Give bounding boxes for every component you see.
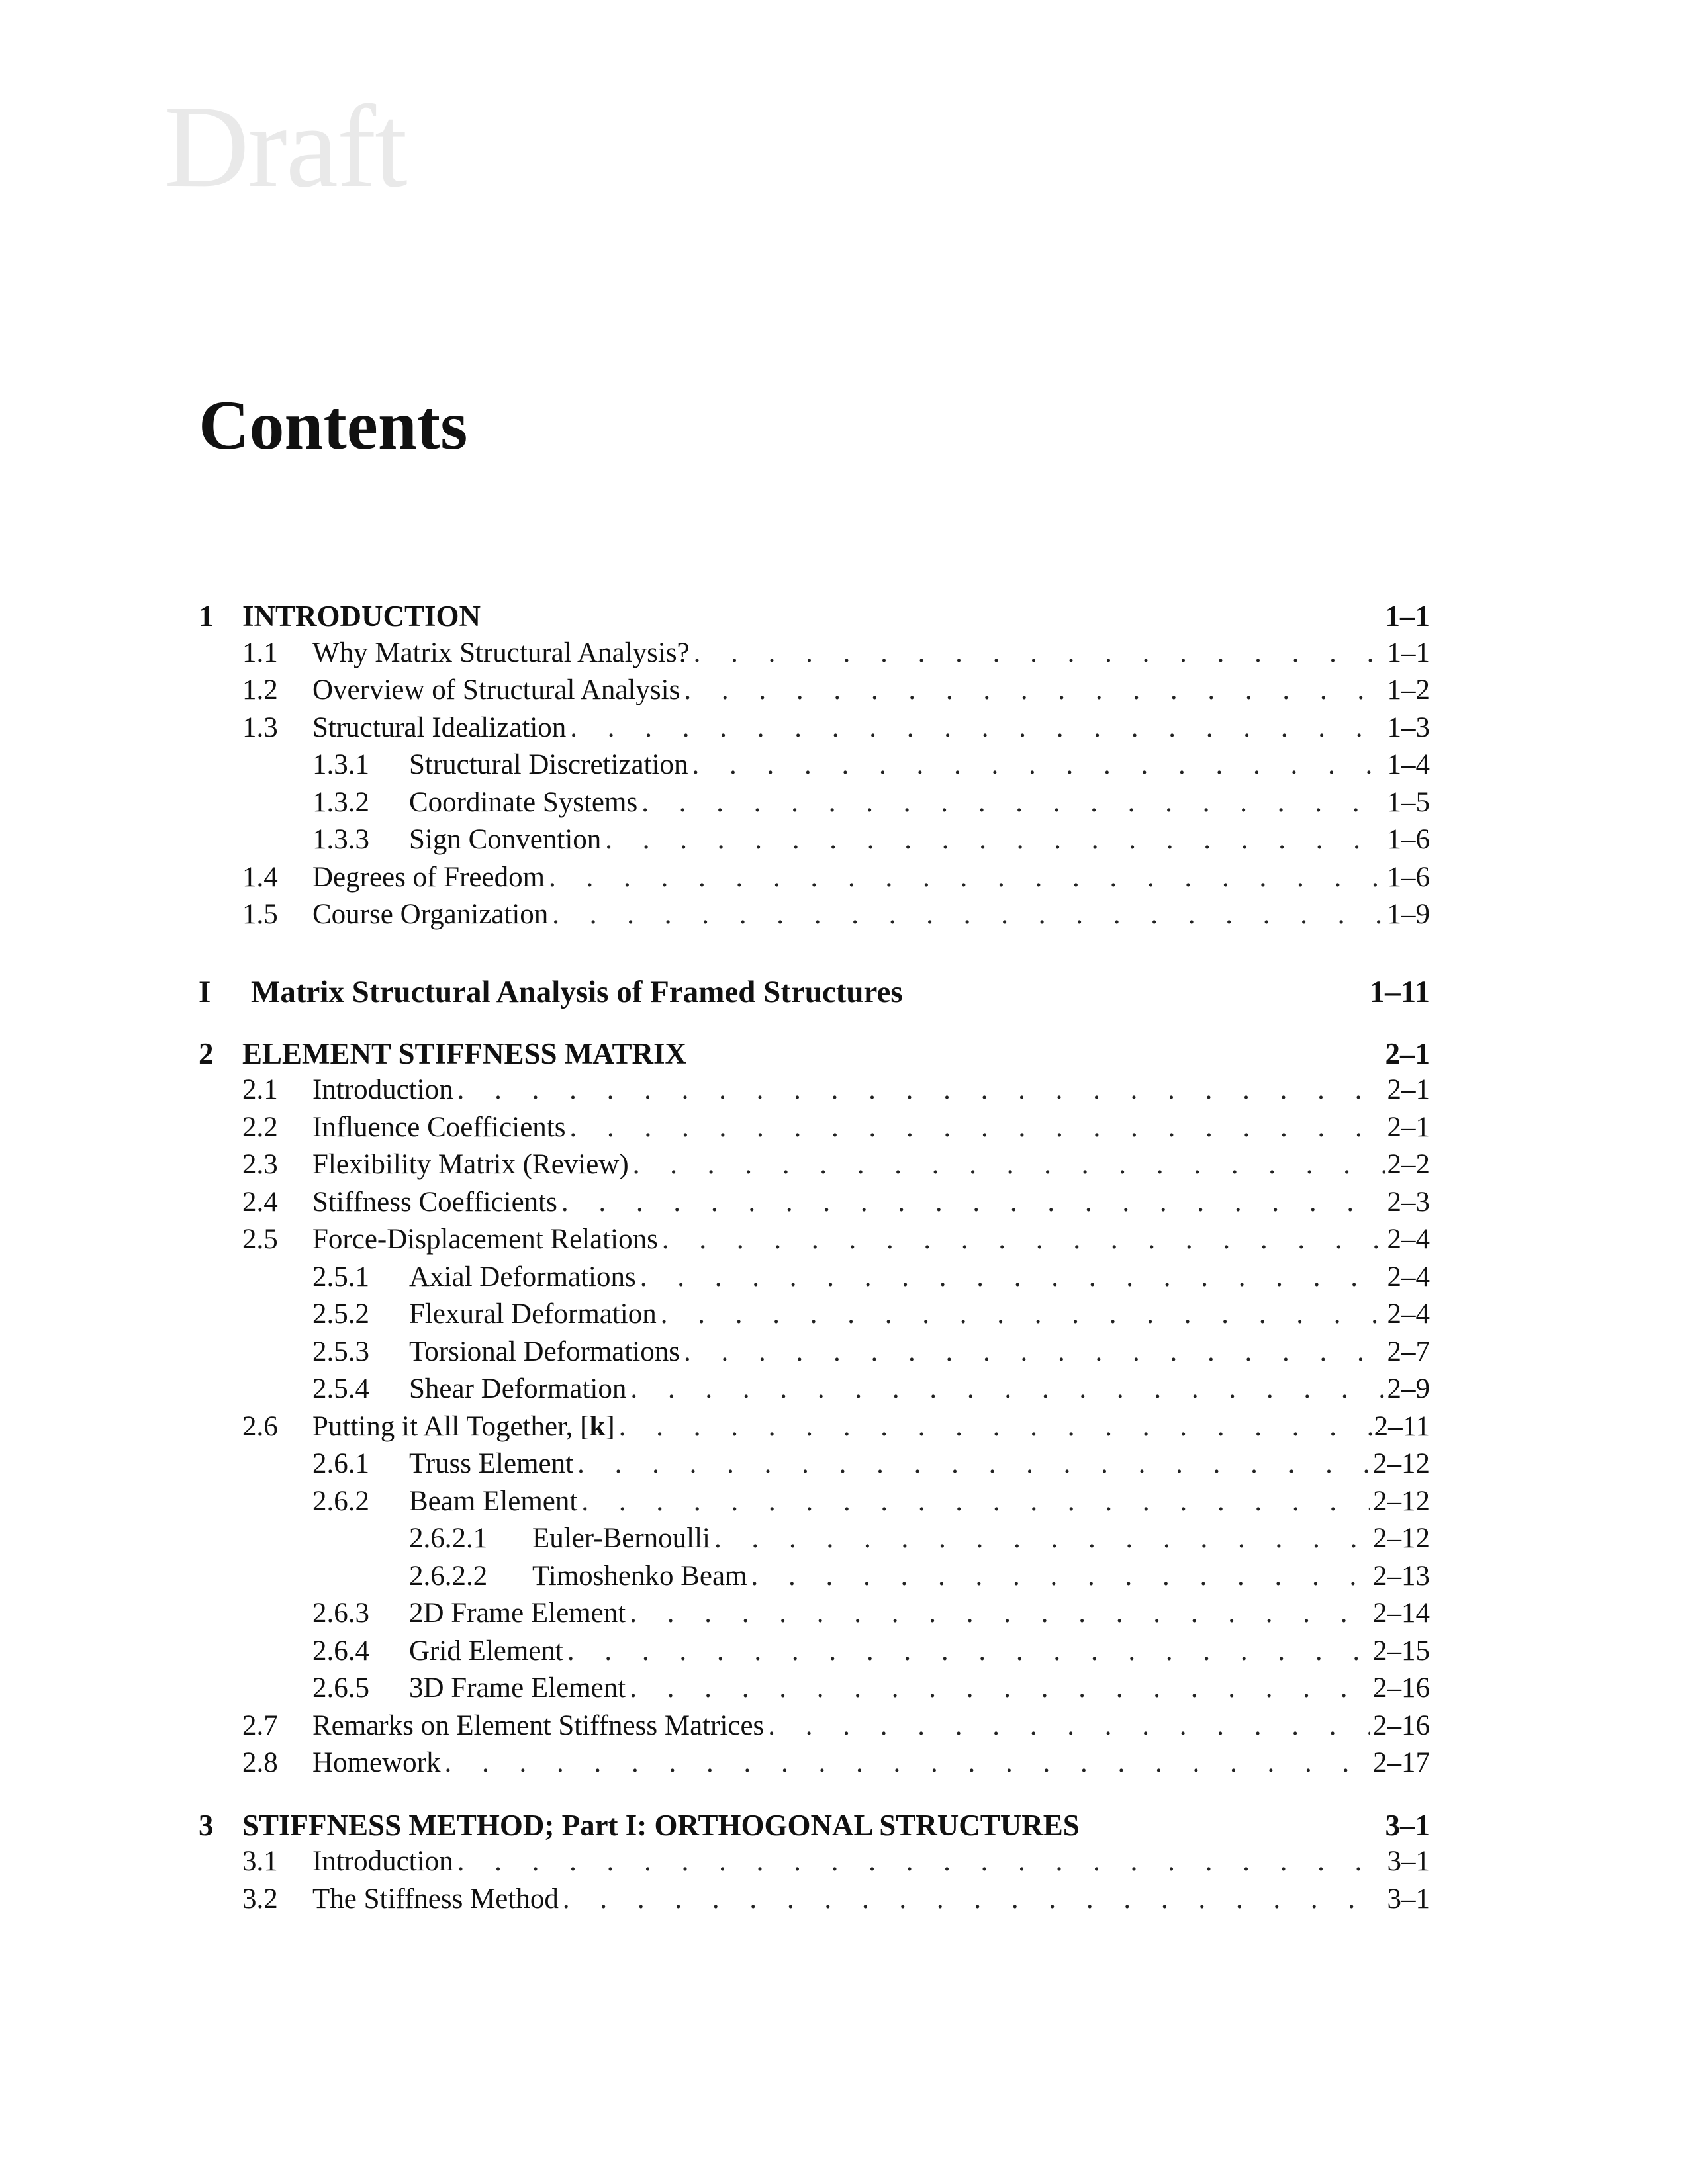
toc-page: 2–4 xyxy=(1387,1224,1430,1255)
page-title: Contents xyxy=(199,387,468,464)
toc-title: Introduction xyxy=(312,1846,453,1877)
toc-title: 3D Frame Element xyxy=(409,1672,626,1704)
toc-number: 1.3.2 xyxy=(312,786,369,818)
draft-watermark: Draft xyxy=(164,81,406,212)
toc-leader-dots xyxy=(662,1223,1385,1255)
toc-number: 1.5 xyxy=(242,899,278,930)
toc-title: Force-Displacement Relations xyxy=(312,1224,658,1255)
toc-title: Flexural Deformation xyxy=(409,1298,657,1330)
toc-subsection-1-3-1[interactable] xyxy=(199,749,1430,786)
toc-subsubsection-2-6-2-2[interactable] xyxy=(199,1560,1430,1598)
toc-title: Stiffness Coefficients xyxy=(312,1186,557,1218)
toc-section-1-5[interactable] xyxy=(199,898,1430,936)
toc-number: 1.3.1 xyxy=(312,749,369,780)
toc-subsection-2-6-1[interactable] xyxy=(199,1447,1430,1485)
toc-section-1-3[interactable] xyxy=(199,711,1430,749)
toc-leader-dots xyxy=(605,823,1384,856)
toc-page: 1–3 xyxy=(1387,711,1430,743)
toc-subsection-2-6-3[interactable] xyxy=(199,1597,1430,1635)
toc-leader-dots xyxy=(640,1261,1385,1293)
toc-title: Degrees of Freedom xyxy=(312,861,545,893)
toc-page: 1–6 xyxy=(1387,861,1430,893)
toc-number: 2 xyxy=(199,1036,214,1070)
toc-title: STIFFNESS METHOD; Part I: ORTHOGONAL STRUCTURES xyxy=(242,1808,1080,1842)
toc-page: 1–9 xyxy=(1387,899,1430,930)
toc-section-2-4[interactable] xyxy=(199,1186,1430,1224)
toc-title: Truss Element xyxy=(409,1448,574,1479)
toc-subsection-2-6-5[interactable] xyxy=(199,1672,1430,1709)
toc-leader-dots xyxy=(630,1672,1370,1704)
toc-section-1-2[interactable] xyxy=(199,674,1430,711)
toc-page: 2–14 xyxy=(1373,1598,1430,1629)
toc-page: 2–4 xyxy=(1387,1261,1430,1293)
toc-leader-dots xyxy=(619,1410,1372,1443)
toc-number: 2.6.2.1 xyxy=(409,1523,488,1554)
toc-number: 2.6.2 xyxy=(312,1485,369,1517)
toc-number: 1.3 xyxy=(242,711,278,743)
toc-title: Sign Convention xyxy=(409,824,602,855)
toc-number: 2.5.2 xyxy=(312,1298,369,1330)
toc-number: 3 xyxy=(199,1808,214,1842)
toc-number: 2.5.1 xyxy=(312,1261,369,1293)
toc-title: Beam Element xyxy=(409,1485,578,1517)
toc-leader-dots xyxy=(552,898,1384,931)
toc-title: Remarks on Element Stiffness Matrices xyxy=(312,1709,765,1741)
toc-subsection-2-5-4[interactable] xyxy=(199,1373,1430,1410)
toc-title: INTRODUCTION xyxy=(242,600,481,633)
toc-page: 2–17 xyxy=(1373,1747,1430,1778)
toc-section-2-3[interactable] xyxy=(199,1148,1430,1186)
toc-chapter-1[interactable] xyxy=(199,599,1430,637)
toc-leader-dots xyxy=(630,1597,1370,1629)
toc-title: Coordinate Systems xyxy=(409,786,638,818)
toc-leader-dots xyxy=(692,749,1385,781)
toc-page: 2–11 xyxy=(1374,1410,1430,1442)
toc-title: Course Organization xyxy=(312,899,549,930)
toc-section-2-7[interactable] xyxy=(199,1709,1430,1747)
toc-section-1-1[interactable] xyxy=(199,637,1430,674)
toc-title-bold: k xyxy=(589,1410,606,1442)
toc-number: 1.3.3 xyxy=(312,824,369,855)
toc-number: 2.4 xyxy=(242,1186,278,1218)
toc-page: 2–12 xyxy=(1373,1485,1430,1517)
toc-page: 2–1 xyxy=(1387,1111,1430,1143)
toc-number: 1.4 xyxy=(242,861,278,893)
toc-section-1-4[interactable] xyxy=(199,861,1430,899)
toc-chapter-2[interactable] xyxy=(199,1036,1430,1074)
toc-leader-dots xyxy=(569,1111,1384,1144)
toc-title: Euler-Bernoulli xyxy=(532,1523,711,1554)
toc-leader-dots xyxy=(641,786,1384,819)
toc-page: 1–11 xyxy=(1369,974,1430,1009)
toc-number: 2.8 xyxy=(242,1747,278,1778)
toc-page: 1–6 xyxy=(1387,824,1430,855)
toc-section-2-2[interactable] xyxy=(199,1111,1430,1149)
toc-leader-dots xyxy=(577,1447,1370,1480)
toc-title: Matrix Structural Analysis of Framed Structures xyxy=(251,974,903,1009)
toc-title: Influence Coefficients xyxy=(312,1111,566,1143)
toc-subsection-2-5-1[interactable] xyxy=(199,1261,1430,1298)
toc-page: 2–12 xyxy=(1373,1523,1430,1554)
toc-page: 1–1 xyxy=(1385,600,1430,633)
toc-number: 2.1 xyxy=(242,1074,278,1105)
toc-subsection-1-3-2[interactable] xyxy=(199,786,1430,824)
toc-number: I xyxy=(199,974,211,1009)
toc-number: 3.1 xyxy=(242,1846,278,1877)
toc-page: 1–2 xyxy=(1387,674,1430,705)
toc-page: 2–3 xyxy=(1387,1186,1430,1218)
toc-number: 2.5.3 xyxy=(312,1336,369,1367)
toc-leader-dots xyxy=(751,1560,1370,1592)
toc-section-2-1[interactable] xyxy=(199,1073,1430,1111)
toc-number: 2.3 xyxy=(242,1149,278,1180)
toc-title: Timoshenko Beam xyxy=(532,1560,747,1592)
toc-number: 2.5.4 xyxy=(312,1373,369,1404)
toc-number: 2.6.4 xyxy=(312,1635,369,1666)
toc-leader-dots xyxy=(684,1336,1385,1368)
toc-leader-dots xyxy=(457,1073,1385,1106)
toc-title: Overview of Structural Analysis xyxy=(312,674,680,705)
toc-subsection-2-6-4[interactable] xyxy=(199,1635,1430,1672)
toc-page: 2–9 xyxy=(1387,1373,1430,1404)
toc-title: Homework xyxy=(312,1747,441,1778)
toc-section-2-6[interactable] xyxy=(199,1410,1430,1448)
toc-number: 2.6 xyxy=(242,1410,278,1442)
toc-leader-dots xyxy=(570,711,1384,744)
toc-page: 2–13 xyxy=(1373,1560,1430,1592)
toc-page: 2–15 xyxy=(1373,1635,1430,1666)
toc-page: 2–4 xyxy=(1387,1298,1430,1330)
toc-title: 2D Frame Element xyxy=(409,1598,626,1629)
toc-subsubsection-2-6-2-1[interactable] xyxy=(199,1522,1430,1560)
toc-page: 2–16 xyxy=(1373,1672,1430,1704)
toc-leader-dots xyxy=(633,1148,1385,1181)
toc-page: 1–5 xyxy=(1387,786,1430,818)
toc-number: 2.2 xyxy=(242,1111,278,1143)
toc-section-2-5[interactable] xyxy=(199,1223,1430,1261)
toc-leader-dots xyxy=(714,1522,1370,1555)
toc-leader-dots xyxy=(661,1298,1385,1330)
toc-title: Shear Deformation xyxy=(409,1373,627,1404)
toc-number: 3.2 xyxy=(242,1883,278,1915)
toc-number: 2.6.2.2 xyxy=(409,1560,488,1592)
toc-leader-dots xyxy=(694,637,1385,669)
toc-section-3-2[interactable] xyxy=(199,1883,1430,1921)
toc-page: 2–1 xyxy=(1387,1074,1430,1105)
toc-subsection-2-6-2[interactable] xyxy=(199,1485,1430,1523)
table-of-contents xyxy=(199,599,1430,1920)
toc-page: 3–1 xyxy=(1385,1808,1430,1842)
toc-leader-dots xyxy=(457,1845,1385,1878)
toc-title: ELEMENT STIFFNESS MATRIX xyxy=(242,1036,686,1070)
toc-title: Introduction xyxy=(312,1074,453,1105)
toc-title: Why Matrix Structural Analysis? xyxy=(312,637,690,668)
toc-page: 3–1 xyxy=(1387,1883,1430,1915)
toc-title: Axial Deformations xyxy=(409,1261,636,1293)
toc-page: 2–16 xyxy=(1373,1709,1430,1741)
toc-leader-dots xyxy=(563,1883,1385,1915)
toc-number: 2.5 xyxy=(242,1224,278,1255)
toc-title-pre: Putting it All Together, [ xyxy=(312,1410,590,1442)
toc-page: 1–1 xyxy=(1387,637,1430,668)
toc-leader-dots xyxy=(768,1709,1370,1742)
toc-leader-dots xyxy=(630,1373,1384,1405)
toc-subsection-1-3-3[interactable] xyxy=(199,823,1430,861)
toc-section-3-1[interactable] xyxy=(199,1845,1430,1883)
toc-leader-dots xyxy=(549,861,1384,893)
toc-part-I[interactable] xyxy=(199,974,1430,1014)
toc-page: 2–12 xyxy=(1373,1448,1430,1479)
toc-number: 1 xyxy=(199,600,214,633)
toc-subsection-2-5-3[interactable] xyxy=(199,1336,1430,1373)
toc-number: 2.6.3 xyxy=(312,1598,369,1629)
toc-number: 1.2 xyxy=(242,674,278,705)
toc-leader-dots xyxy=(444,1747,1370,1779)
toc-title: Flexibility Matrix (Review) xyxy=(312,1149,629,1180)
toc-number: 1.1 xyxy=(242,637,278,668)
toc-page: 2–1 xyxy=(1385,1036,1430,1070)
toc-chapter-3[interactable] xyxy=(199,1808,1430,1846)
toc-number: 2.7 xyxy=(242,1709,278,1741)
toc-page: 3–1 xyxy=(1387,1846,1430,1877)
toc-title: The Stiffness Method xyxy=(312,1883,559,1915)
toc-number: 2.6.1 xyxy=(312,1448,369,1479)
toc-leader-dots xyxy=(684,674,1384,706)
toc-number: 2.6.5 xyxy=(312,1672,369,1704)
toc-title: Torsional Deformations xyxy=(409,1336,680,1367)
toc-title-post: ] xyxy=(605,1410,615,1442)
toc-subsection-2-5-2[interactable] xyxy=(199,1298,1430,1336)
toc-title: Grid Element xyxy=(409,1635,563,1666)
toc-page: 2–7 xyxy=(1387,1336,1430,1367)
toc-title: Structural Idealization xyxy=(312,711,567,743)
toc-leader-dots xyxy=(581,1485,1370,1518)
toc-title xyxy=(312,1410,615,1443)
toc-page: 1–4 xyxy=(1387,749,1430,780)
toc-title: Structural Discretization xyxy=(409,749,688,780)
toc-leader-dots xyxy=(561,1186,1385,1218)
toc-section-2-8[interactable] xyxy=(199,1747,1430,1784)
toc-leader-dots xyxy=(567,1635,1370,1667)
toc-page: 2–2 xyxy=(1387,1149,1430,1180)
